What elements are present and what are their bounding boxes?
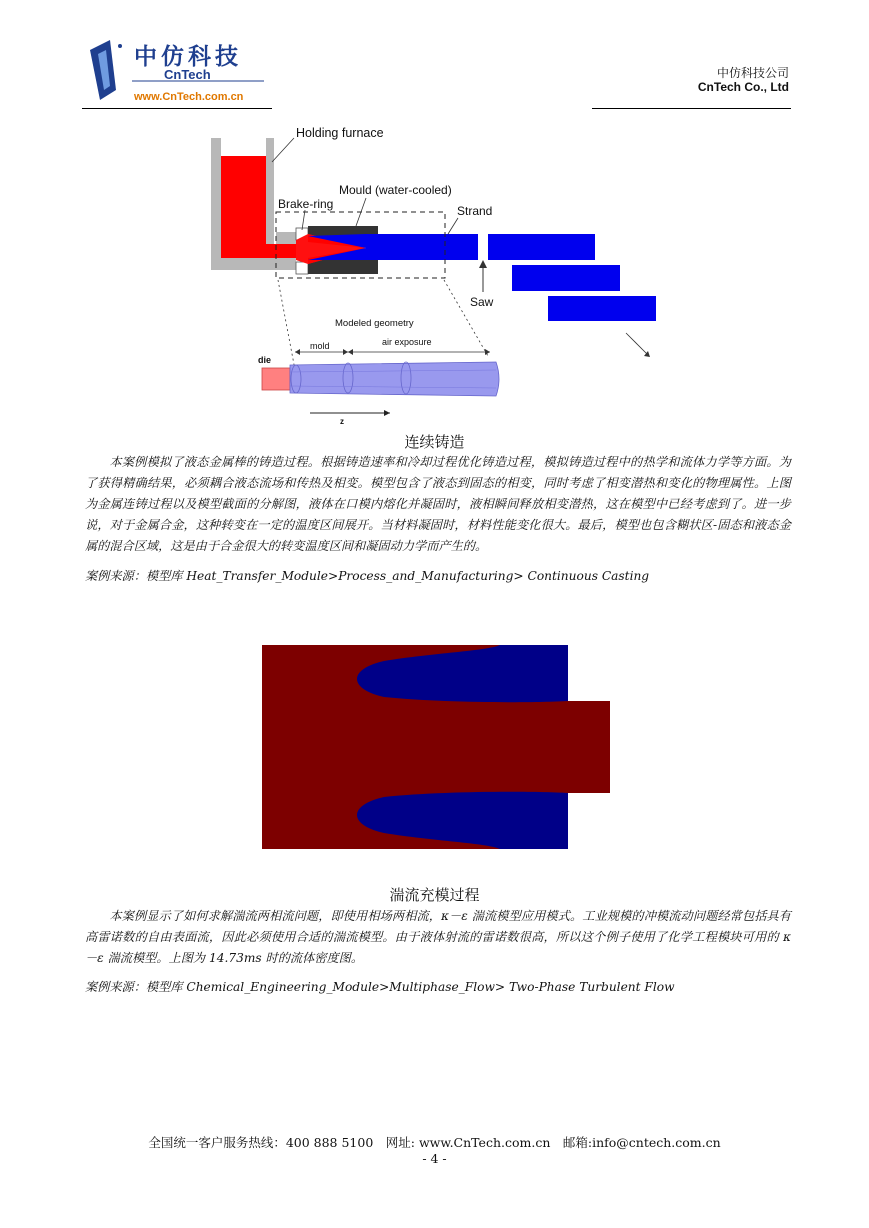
turbulent-filling-figure xyxy=(262,645,610,849)
page-number: - 4 - xyxy=(422,1151,447,1166)
label-strand: Strand xyxy=(457,204,493,218)
footer-contact: 全国统一客户服务热线：400 888 5100 网址: www.CnTech.com.cn 邮箱:info@cntech.com.cn xyxy=(148,1135,721,1150)
label-brake-ring: Brake-ring xyxy=(278,197,334,211)
label-holding-furnace: Holding furnace xyxy=(296,126,384,140)
figure2-caption: 湍流充模过程 xyxy=(389,886,480,904)
logo-name-cn: 中仿科技 xyxy=(134,44,242,70)
logo-name-en: CnTech xyxy=(164,67,211,82)
strand-segment-2 xyxy=(512,265,620,291)
header-divider-right xyxy=(592,108,791,109)
section2-source: 案例来源：模型库 Chemical_Engineering_Module>Multiphase_Flow> Two-Phase Turbulent Flow xyxy=(85,980,675,994)
molten-metal xyxy=(221,156,266,244)
label-modeled-geometry: Modeled geometry xyxy=(335,318,414,329)
logo-url: www.CnTech.com.cn xyxy=(134,91,244,103)
section2-paragraph: 本案例显示了如何求解湍流两相流问题，即使用相场两相流，κ－ε 湍流模型应用模式。工业规模的冲模流动问题经常包括具有高雷诺数的自由表面流，因此必须使用合适的湍流模型。由于液体射流的雷诺数很高，所以这个例子使用了化学工程模块可用的 κ－ε 湍流模型。上图为 14.73ms 时的流体密度图。 xyxy=(85,909,791,965)
die-geometry xyxy=(262,368,290,390)
label-mold: mold xyxy=(310,341,330,351)
company-name-en: CnTech Co., Ltd xyxy=(697,80,789,94)
strand-segment-1 xyxy=(488,234,595,260)
label-z: z xyxy=(340,417,344,426)
section1-source: 案例来源：模型库 Heat_Transfer_Module>Process_and_Manufacturing> Continuous Casting xyxy=(85,569,650,583)
label-mould: Mould (water-cooled) xyxy=(339,183,452,197)
label-die: die xyxy=(258,355,272,365)
strand-segment-3 xyxy=(548,296,656,321)
figure1-caption: 连续铸造 xyxy=(404,433,465,451)
section1-paragraph: 本案例模拟了液态金属棒的铸造过程。根据铸造速率和冷却过程优化铸造过程，模拟铸造过程中的热学和流体力学等方面。为了获得精确结果，必须耦合液态流场和传热及相变。模型包含了液态到固态的相变，同时考虑了相变潜热和变化的物理属性。上图为金属连铸过程以及模型截面的分解图，液体在口模内熔化并凝固时，液相瞬间释放相变潜热，这在模型中已经考虑到了。进一步说，对于金属合金，这种转变在一定的温度区间展开。当材料凝固时，材料性能变化很大。最后，模型也包含糊状区-固态和液态金属的混合区域，这是由于合金很大的转变温度区间和凝固动力学而产生的。 xyxy=(85,455,791,553)
header-divider-left xyxy=(82,108,272,109)
strand-geometry xyxy=(290,362,499,396)
label-air-exposure: air exposure xyxy=(382,337,432,347)
continuous-casting-figure xyxy=(206,120,658,432)
label-saw: Saw xyxy=(470,295,494,309)
company-name-cn: 中仿科技公司 xyxy=(716,66,789,80)
